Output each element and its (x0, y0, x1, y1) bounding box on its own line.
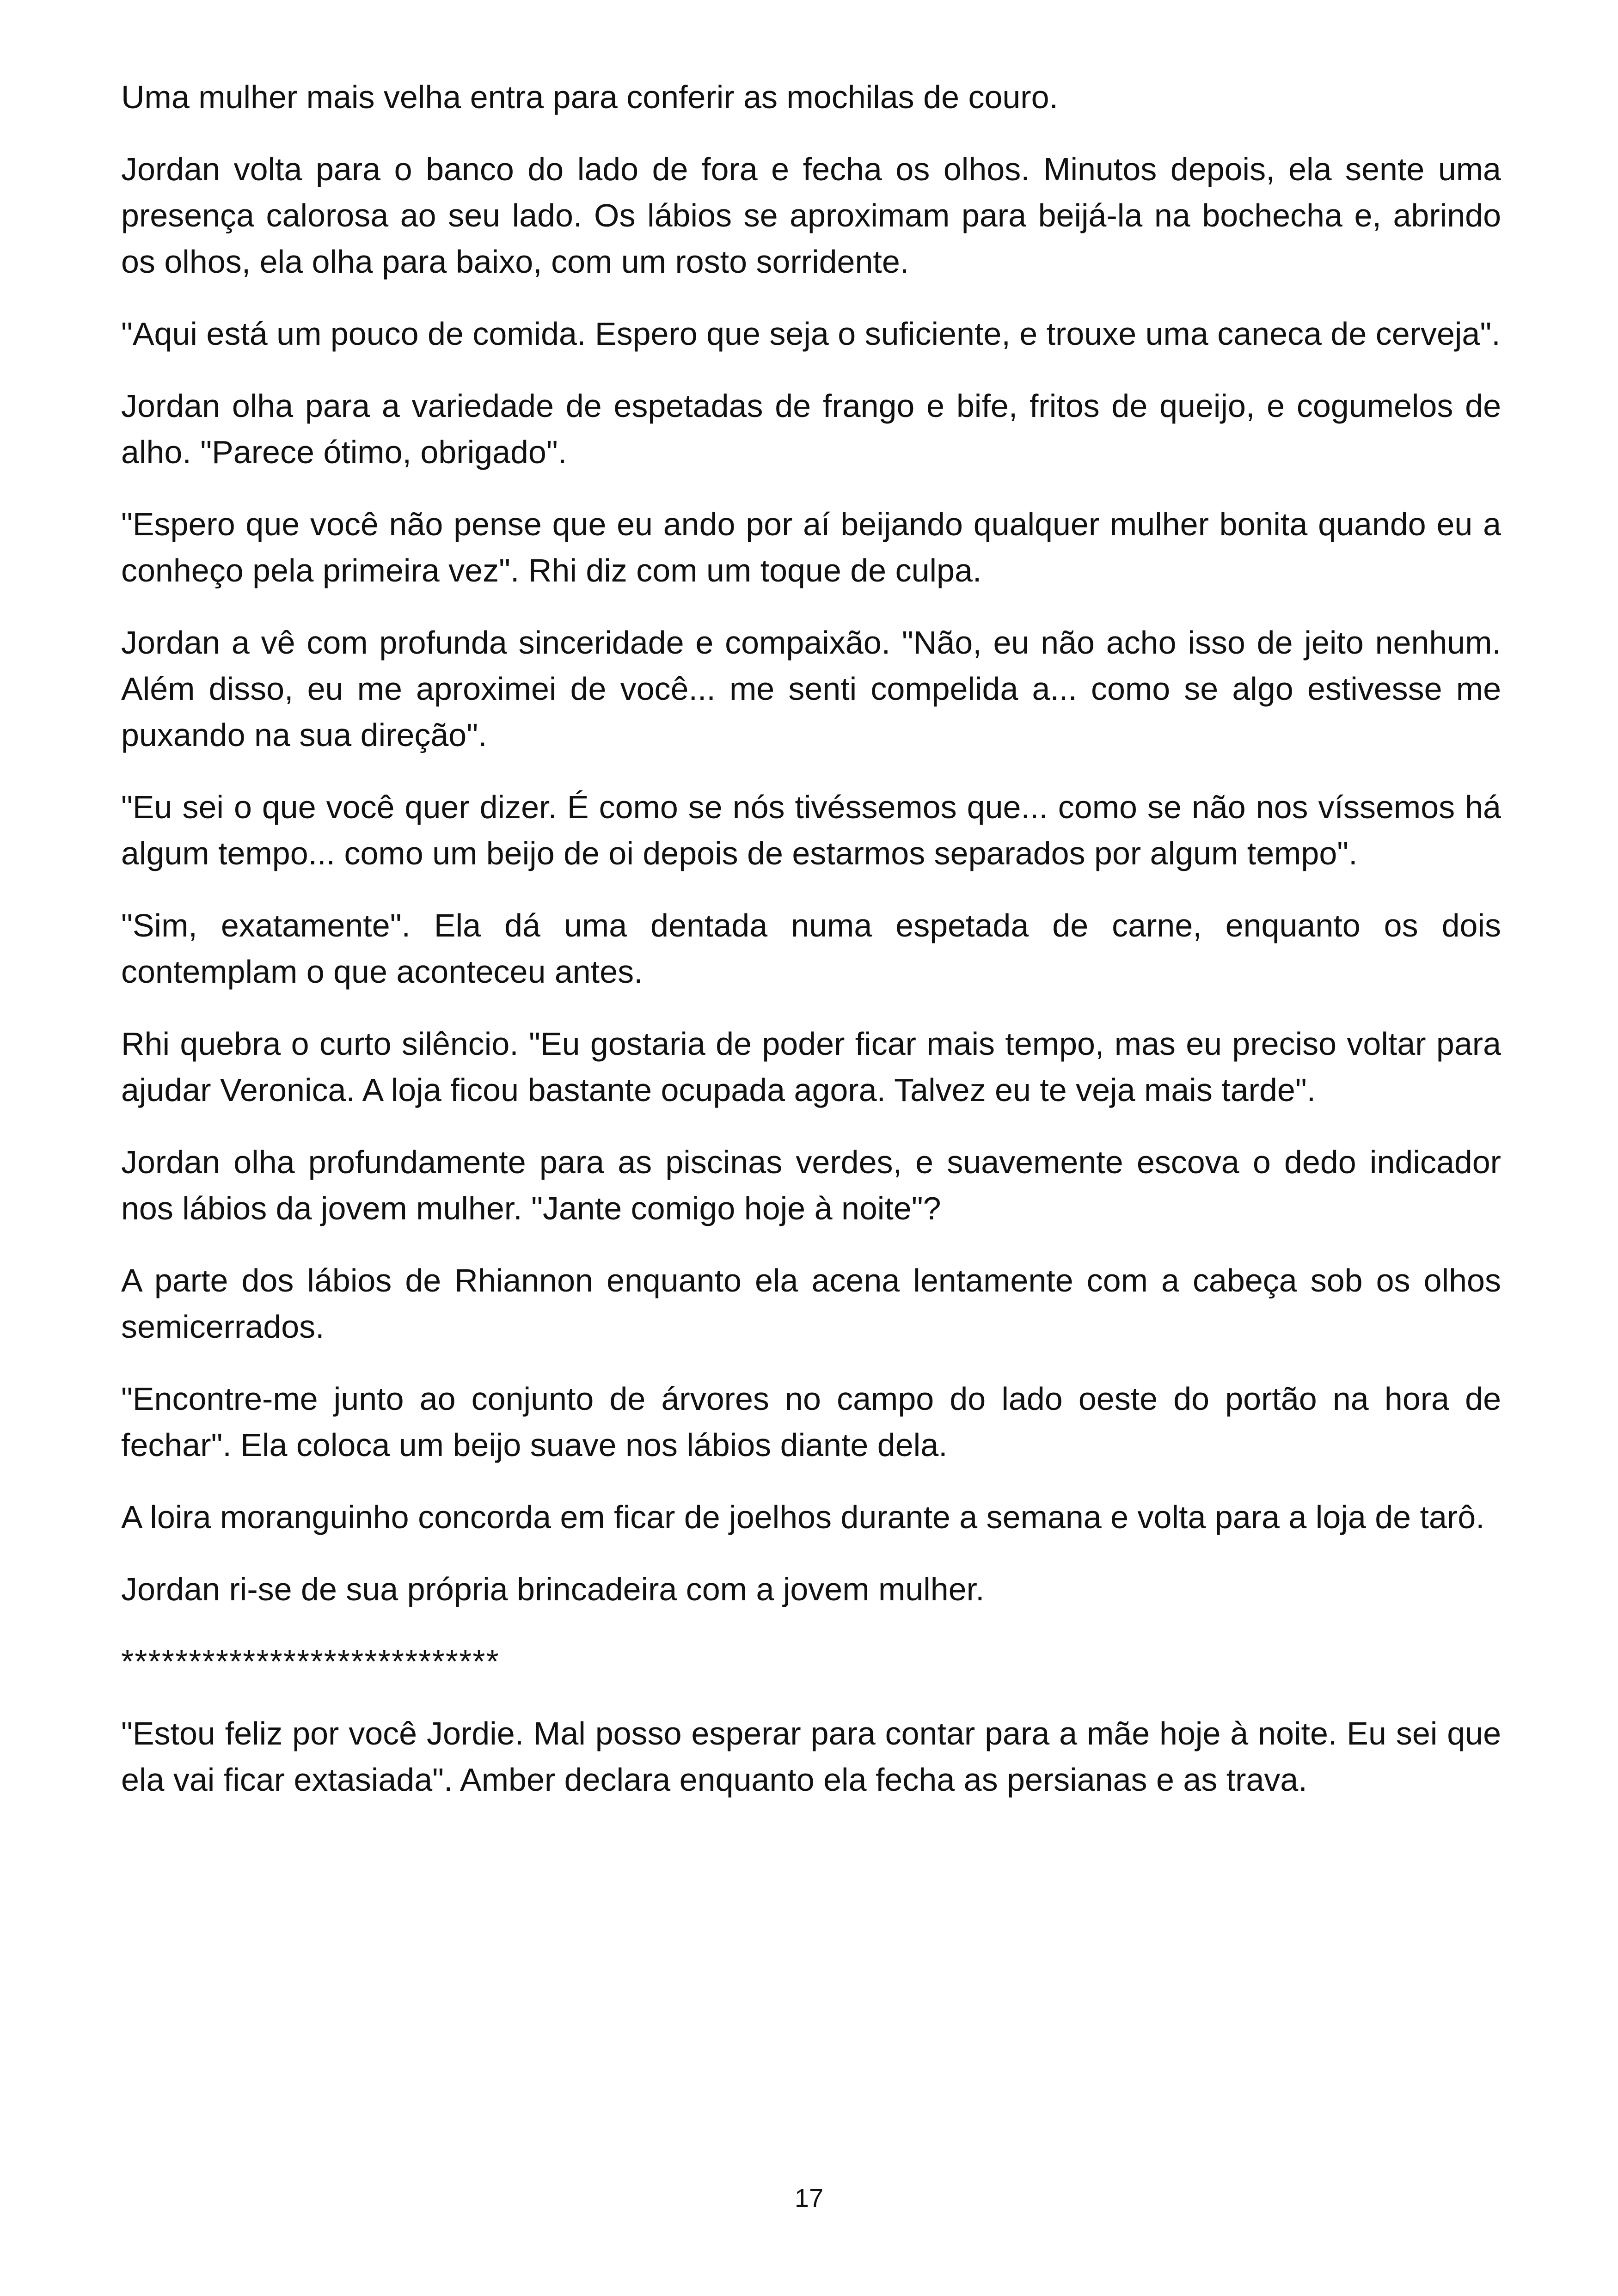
paragraph-14: Jordan ri-se de sua própria brincadeira com a jovem mulher. (121, 1571, 985, 1607)
paragraph-11: A parte dos lábios de Rhiannon enquanto ela acena lentamente com a cabeça sob os olhos semicerrados. (121, 1262, 1501, 1345)
paragraph-8: "Sim, exatamente". Ela dá uma dentada numa espetada de carne, enquanto os dois contemplam o que aconteceu antes. (121, 907, 1501, 990)
page-number: 17 (794, 2183, 824, 2212)
paragraph-6: Jordan a vê com profunda sinceridade e compaixão. "Não, eu não acho isso de jeito nenhum. Além disso, eu me aproximei de você... me senti compelida a... como se algo estivesse me puxando na sua direção". (121, 625, 1501, 753)
paragraph-3: "Aqui está um pouco de comida. Espero que seja o suficiente, e trouxe uma caneca de cerveja". (121, 316, 1501, 352)
paragraph-9: Rhi quebra o curto silêncio. "Eu gostaria de poder ficar mais tempo, mas eu preciso voltar para ajudar Veronica. A loja ficou bastante ocupada agora. Talvez eu te veja mais tarde". (121, 1026, 1501, 1108)
paragraph-12: "Encontre-me junto ao conjunto de árvores no campo do lado oeste do portão na hora de fechar". Ela coloca um beijo suave nos lábios diante dela. (121, 1381, 1501, 1463)
page-text-body (121, 74, 1501, 1829)
scene-separator: **************************** (121, 1643, 500, 1679)
paragraph-2: Jordan volta para o banco do lado de fora e fecha os olhos. Minutos depois, ela sente uma presença calorosa ao seu lado. Os lábios se aproximam para beijá-la na bochecha e, abrindo os olhos, ela olha para baixo, com um rosto sorridente. (121, 151, 1501, 280)
paragraph-13: A loira moranguinho concorda em ficar de joelhos durante a semana e volta para a loja de tarô. (121, 1499, 1485, 1535)
paragraph-7: "Eu sei o que você quer dizer. É como se nós tivéssemos que... como se não nos víssemos há algum tempo... como um beijo de oi depois de estarmos separados por algum tempo". (121, 789, 1501, 871)
paragraph-1: Uma mulher mais velha entra para conferir as mochilas de couro. (121, 79, 1058, 115)
paragraph-5: "Espero que você não pense que eu ando por aí beijando qualquer mulher bonita quando eu a conheço pela primeira vez". Rhi diz com um toque de culpa. (121, 506, 1501, 588)
paragraph-10: Jordan olha profundamente para as piscinas verdes, e suavemente escova o dedo indicador nos lábios da jovem mulher. "Jante comigo hoje à noite"? (121, 1144, 1501, 1226)
paragraph-4: Jordan olha para a variedade de espetadas de frango e bife, fritos de queijo, e cogumelos de alho. "Parece ótimo, obrigado". (121, 388, 1501, 470)
final-paragraph: "Estou feliz por você Jordie. Mal posso esperar para contar para a mãe hoje à noite. Eu sei que ela vai ficar extasiada". Amber declara enquanto ela fecha as persianas e as trava. (121, 1715, 1501, 1798)
